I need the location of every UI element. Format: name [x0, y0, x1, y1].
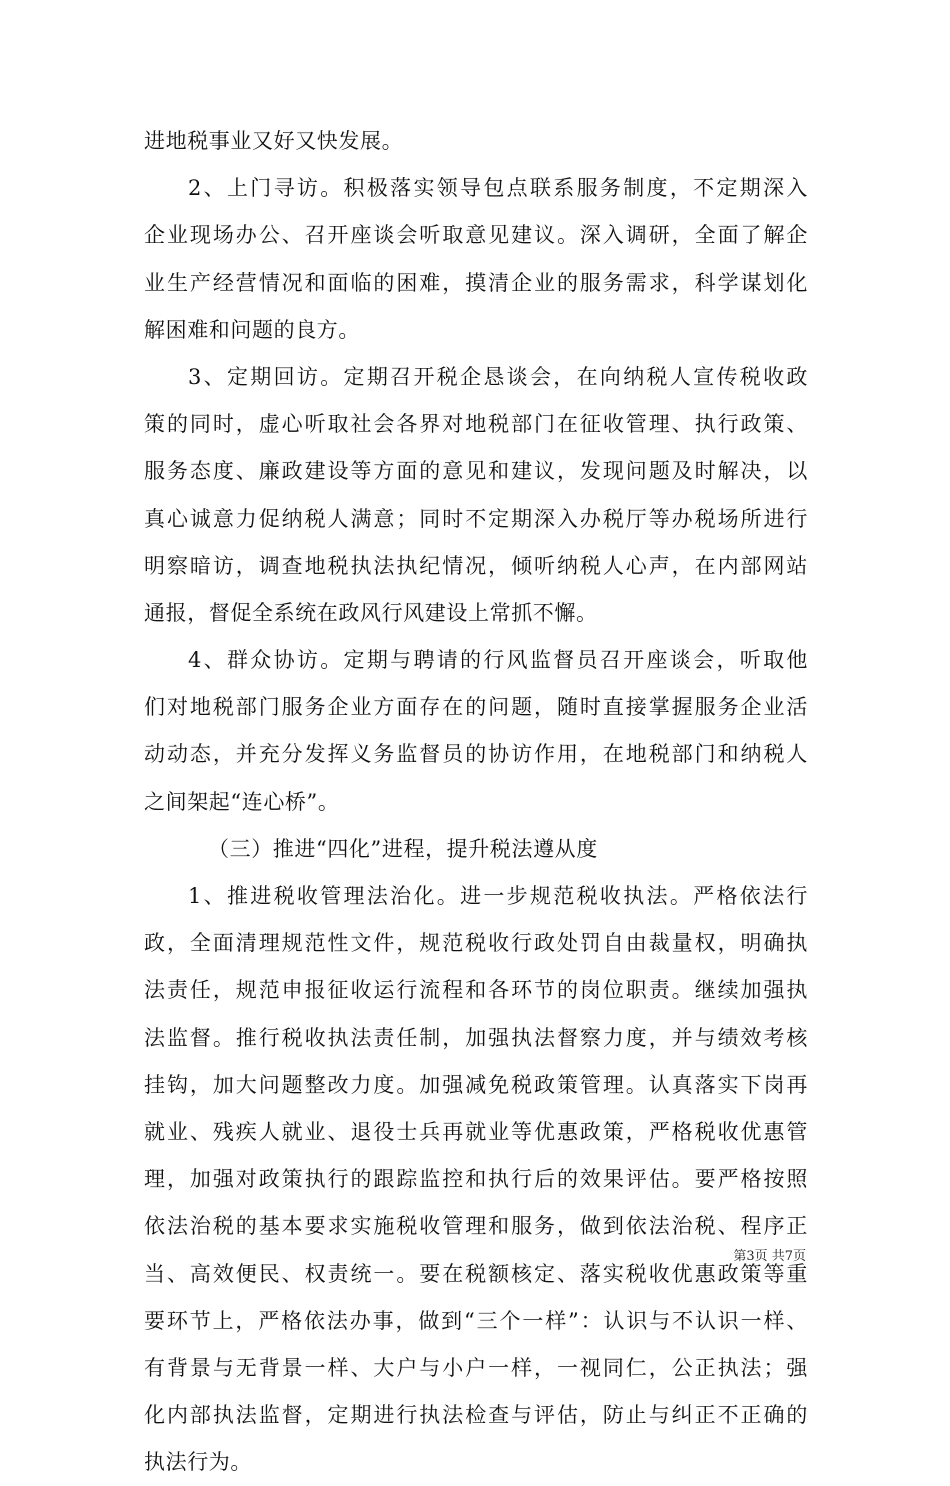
- text-line: 法责任，规范申报征收运行流程和各环节的岗位职责。继续加强执: [144, 978, 808, 1003]
- text-line: 服务态度、廉政建设等方面的意见和建议，发现问题及时解决，以: [144, 459, 808, 484]
- paragraph-start: 4、群众协访。定期与聘请的行风监督员召开座谈会，听取他: [188, 648, 808, 673]
- paragraph-start: 1、推进税收管理法治化。进一步规范税收执法。严格依法行: [188, 884, 808, 908]
- section-heading: （三）推进“四化”进程，提升税法遵从度: [208, 836, 598, 861]
- text-line: 业生产经营情况和面临的困难，摸清企业的服务需求，科学谋划化: [144, 270, 808, 295]
- text-line: 动动态，并充分发挥义务监督员的协访作用，在地税部门和纳税人: [144, 742, 808, 767]
- text-line: 理，加强对政策执行的跟踪监控和执行后的效果评估。要严格按照: [144, 1167, 808, 1192]
- text-line: 企业现场办公、召开座谈会听取意见建议。深入调研，全面了解企: [144, 223, 808, 248]
- page-number: 第3页 共7页: [733, 1249, 806, 1264]
- text-line: 要环节上，严格依法办事，做到“三个一样”：认识与不认识一样、: [144, 1308, 808, 1333]
- text-line: 执法行为。: [144, 1450, 252, 1475]
- text-line: 政，全面清理规范性文件，规范税收行政处罚自由裁量权，明确执: [144, 931, 808, 956]
- text-line: 进地税事业又好又快发展。: [144, 129, 404, 153]
- text-line: 挂钩，加大问题整改力度。加强减免税政策管理。认真落实下岗再: [144, 1072, 808, 1097]
- text-line: 明察暗访，调查地税执法执纪情况，倾听纳税人心声，在内部网站: [144, 553, 808, 578]
- text-line: 化内部执法监督，定期进行执法检查与评估，防止与纠正不正确的: [144, 1403, 808, 1428]
- document-body: [144, 118, 808, 1486]
- text-line: 们对地税部门服务企业方面存在的问题，随时直接掌握服务企业活: [144, 695, 808, 720]
- text-line: 有背景与无背景一样、大户与小户一样，一视同仁，公正执法；强: [144, 1355, 808, 1380]
- text-line: 当、高效便民、权责统一。要在税额核定、落实税收优惠政策等重: [144, 1261, 808, 1286]
- text-line: 策的同时，虚心听取社会各界对地税部门在征收管理、执行政策、: [144, 412, 808, 437]
- text-line: 之间架起“连心桥”。: [144, 789, 340, 814]
- text-line: 法监督。推行税收执法责任制，加强执法督察力度，并与绩效考核: [144, 1025, 808, 1050]
- text-line: 依法治税的基本要求实施税收管理和服务，做到依法治税、程序正: [144, 1214, 808, 1239]
- text-line: 通报，督促全系统在政风行风建设上常抓不懈。: [144, 600, 598, 625]
- text-line: 解困难和问题的良方。: [144, 317, 360, 342]
- text-line: 真心诚意力促纳税人满意；同时不定期深入办税厅等办税场所进行: [144, 506, 808, 531]
- paragraph-start: 2、上门寻访。积极落实领导包点联系服务制度，不定期深入: [188, 176, 808, 201]
- text-line: 就业、残疾人就业、退役士兵再就业等优惠政策，严格税收优惠管: [144, 1119, 808, 1144]
- paragraph-start: 3、定期回访。定期召开税企恳谈会，在向纳税人宣传税收政: [188, 364, 808, 389]
